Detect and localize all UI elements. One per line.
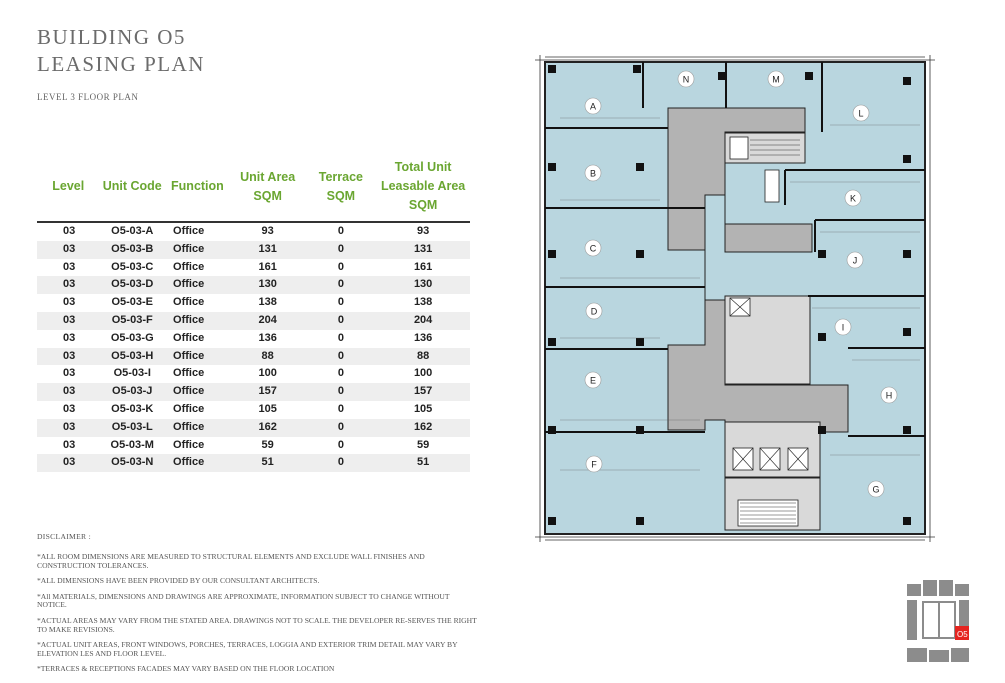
table-row (37, 365, 470, 383)
cell-unit-code: O5-03-E (111, 296, 154, 309)
unit-label-c (585, 240, 601, 256)
header-function: Function (171, 179, 224, 193)
cell-terrace: 0 (337, 225, 344, 237)
cell-total-area: 59 (416, 438, 430, 451)
cell-unit-area: 105 (258, 402, 277, 415)
cell-total-area: 162 (413, 420, 433, 433)
cell-total-area: 93 (416, 225, 430, 237)
cell-terrace: 0 (337, 296, 344, 309)
unit-label-text: H (885, 390, 893, 401)
table-row (37, 294, 470, 312)
table-row (37, 383, 470, 401)
cell-unit-code: O5-03-B (111, 242, 154, 255)
table-row (37, 401, 470, 419)
cell-unit-code: O5-03-A (111, 225, 154, 237)
header-level: Level (52, 179, 85, 193)
unit-label-text: A (589, 101, 597, 112)
cell-unit-area: 204 (258, 313, 277, 326)
unit-label-h (881, 387, 897, 403)
disclaimer-item: *ALL DIMENSIONS HAVE BEEN PROVIDED BY OUR CONSULTANT ARCHITECTS. (37, 576, 320, 586)
cell-total-area: 138 (413, 296, 433, 309)
cell-terrace: 0 (337, 456, 344, 469)
unit-label-text: J (852, 255, 858, 266)
disclaimer-item: *ACTUAL AREAS MAY VARY FROM THE STATED AREA. DRAWINGS NOT TO SCALE. THE DEVELOPER RE-SERVES THE RIGHT TO MAKE REVISIONS. (37, 616, 477, 634)
cell-level: 03 (63, 296, 76, 309)
cell-function: Office (173, 438, 205, 451)
cell-unit-code: O5-03-K (111, 402, 154, 415)
cell-unit-area: 161 (258, 260, 277, 273)
cell-total-area: 136 (413, 331, 433, 344)
cell-unit-area: 162 (258, 420, 277, 433)
cell-total-area: 88 (416, 349, 430, 362)
cell-unit-area: 157 (258, 385, 277, 398)
unit-label-text: L (858, 108, 864, 119)
unit-label-text: C (589, 243, 597, 254)
key-plan-building-outline (923, 602, 955, 638)
cell-function: Office (173, 385, 205, 398)
table-body (37, 222, 470, 472)
cell-terrace: 0 (337, 385, 344, 398)
unit-label-text: G (872, 484, 880, 495)
cell-terrace: 0 (337, 349, 344, 362)
key-plan (905, 578, 977, 668)
cell-unit-code: O5-03-M (110, 438, 154, 451)
disclaimer-item: *All MATERIALS, DIMENSIONS AND DRAWINGS ARE APPROXIMATE, INFORMATION SUBJECT TO CHANGE WITHOUT NOTICE. (37, 592, 450, 610)
table-row (37, 454, 470, 472)
key-plan-label: O5 (957, 630, 968, 639)
header-terrace: Terrace SQM (318, 169, 363, 203)
disclaimer-item: *TERRACES & RECEPTIONS FACADES MAY VARY BASED ON THE FLOOR LOCATION (37, 664, 335, 674)
cell-terrace: 0 (337, 420, 344, 433)
cell-function: Office (173, 456, 205, 469)
cell-total-area: 100 (413, 367, 433, 380)
unit-label-text: B (589, 168, 597, 179)
cell-terrace: 0 (337, 438, 344, 451)
cell-terrace: 0 (337, 402, 344, 415)
cell-unit-code: O5-03-G (110, 331, 154, 344)
level-3-floor-plan (530, 50, 940, 548)
cell-level: 03 (63, 438, 76, 451)
cell-function: Office (173, 225, 205, 237)
cell-unit-area: 93 (261, 225, 274, 237)
cell-terrace: 0 (337, 242, 344, 255)
cell-total-area: 51 (416, 456, 430, 469)
header-unit-code: Unit Code (102, 179, 162, 193)
cell-level: 03 (63, 260, 76, 273)
unit-label-k (845, 190, 861, 206)
table-row (37, 419, 470, 437)
unit-label-text: E (589, 375, 597, 386)
cell-total-area: 130 (413, 278, 433, 291)
table-row (37, 241, 470, 259)
unit-label-text: F (591, 459, 597, 470)
cell-level: 03 (63, 278, 76, 291)
cell-level: 03 (63, 331, 76, 344)
cell-level: 03 (63, 385, 76, 398)
cell-unit-area: 136 (258, 331, 277, 344)
cell-terrace: 0 (337, 367, 344, 380)
cell-function: Office (173, 349, 205, 362)
cell-unit-area: 130 (258, 278, 277, 291)
cell-unit-area: 51 (261, 456, 274, 469)
cell-function: Office (173, 296, 205, 309)
cell-unit-code: O5-03-F (111, 313, 153, 326)
unit-area-table (37, 158, 470, 472)
disclaimer-heading: DISCLAIMER : (37, 532, 92, 541)
unit-label-i (835, 319, 851, 335)
unit-label-text: I (841, 322, 845, 333)
table-row (37, 437, 470, 455)
unit-label-text: K (849, 193, 857, 204)
cell-level: 03 (63, 367, 76, 380)
cell-terrace: 0 (337, 260, 344, 273)
unit-label-n (678, 71, 694, 87)
unit-label-e (585, 372, 601, 388)
cell-total-area: 131 (413, 242, 433, 255)
cell-level: 03 (63, 402, 76, 415)
cell-terrace: 0 (337, 313, 344, 326)
cell-unit-area: 100 (258, 367, 277, 380)
cell-unit-code: O5-03-J (112, 385, 153, 398)
cell-unit-code: O5-03-N (111, 456, 154, 469)
cell-total-area: 204 (413, 313, 433, 326)
cell-level: 03 (63, 242, 76, 255)
cell-unit-area: 59 (261, 438, 274, 451)
unit-label-text: D (590, 306, 598, 317)
header-total-area: Total Unit Leasable Area SQM (380, 160, 466, 212)
floor-plan-subtitle: LEVEL 3 FLOOR PLAN (37, 92, 139, 102)
cell-unit-code: O5-03-L (111, 420, 153, 433)
cell-terrace: 0 (337, 278, 344, 291)
header-unit-area: Unit Area SQM (240, 169, 296, 203)
unit-label-l (853, 105, 869, 121)
unit-label-b (585, 165, 601, 181)
unit-label-a (585, 98, 601, 114)
cell-level: 03 (63, 420, 76, 433)
title-line-1: BUILDING O5 (37, 25, 186, 49)
cell-total-area: 161 (413, 260, 433, 273)
cell-level: 03 (63, 456, 76, 469)
cell-total-area: 105 (413, 402, 433, 415)
cell-function: Office (173, 367, 205, 380)
unit-label-d (586, 303, 602, 319)
unit-label-m (768, 71, 784, 87)
unit-label-text: N (682, 74, 690, 85)
cell-total-area: 157 (413, 385, 433, 398)
cell-function: Office (173, 313, 205, 326)
cell-unit-area: 131 (258, 242, 277, 255)
cell-level: 03 (63, 313, 76, 326)
cell-function: Office (173, 420, 205, 433)
title-line-2: LEASING PLAN (37, 52, 205, 76)
cell-unit-area: 88 (261, 349, 274, 362)
disclaimer (37, 533, 477, 681)
table-row (37, 330, 470, 348)
unit-label-j (847, 252, 863, 268)
unit-label-text: M (772, 74, 780, 85)
cell-terrace: 0 (337, 331, 344, 344)
cell-function: Office (173, 331, 205, 344)
cell-unit-code: O5-03-H (111, 349, 154, 362)
cell-unit-code: O5-03-I (113, 367, 151, 380)
cell-level: 03 (63, 349, 76, 362)
unit-label-g (868, 481, 884, 497)
table-row (37, 222, 470, 241)
cell-function: Office (173, 260, 205, 273)
unit-label-f (586, 456, 602, 472)
cell-function: Office (173, 278, 205, 291)
cell-level: 03 (63, 225, 76, 237)
disclaimer-item: *ALL ROOM DIMENSIONS ARE MEASURED TO STRUCTURAL ELEMENTS AND EXCLUDE WALL FINISHES AND CONSTRUCTION TOLERANCES. (37, 552, 425, 570)
disclaimer-item: *ACTUAL UNIT AREAS, FRONT WINDOWS, PORCHES, TERRACES, LOGGIA AND EXTERIOR TRIM DETAIL MAY VARY BY ELEVATION LES AND FLOOR LEVEL. (37, 640, 458, 658)
table-row (37, 312, 470, 330)
cell-function: Office (173, 402, 205, 415)
table-header-row (37, 158, 470, 222)
cell-unit-code: O5-03-C (111, 260, 154, 273)
cell-unit-area: 138 (258, 296, 277, 309)
table-row (37, 276, 470, 294)
table-row (37, 348, 470, 366)
table-row (37, 259, 470, 277)
page-title (37, 24, 205, 78)
cell-unit-code: O5-03-D (111, 278, 154, 291)
cell-function: Office (173, 242, 205, 255)
